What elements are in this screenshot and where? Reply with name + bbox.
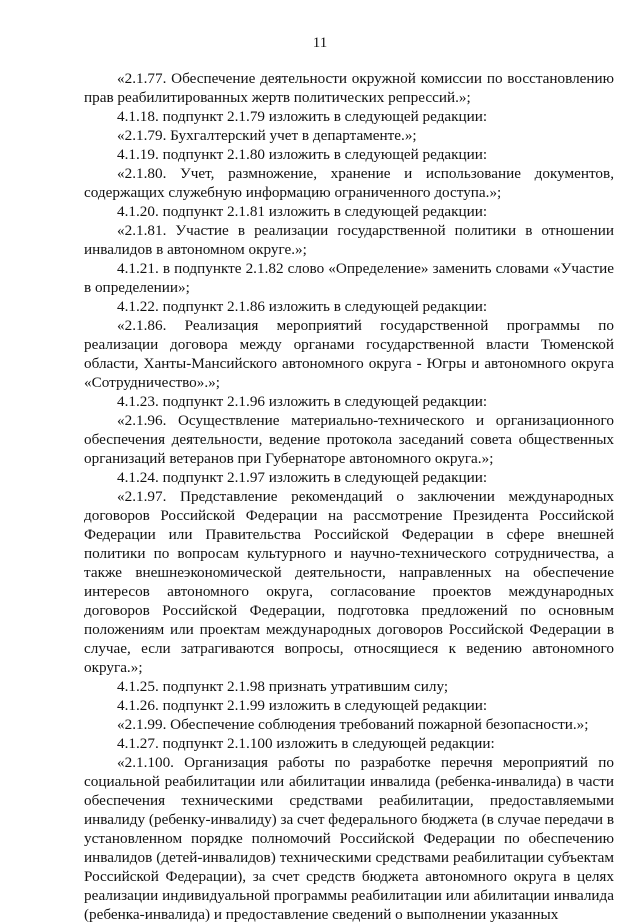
- paragraph-4-1-19: 4.1.19. подпункт 2.1.80 изложить в следующей редакции:: [117, 146, 488, 163]
- paragraph-4-1-21: 4.1.21. в подпункте 2.1.82 слово «Определение» заменить словами «Участие в определении»;: [84, 260, 614, 296]
- paragraph-2-1-80: «2.1.80. Учет, размножение, хранение и использование документов, содержащих служебную информацию ограниченного доступа.»;: [84, 165, 614, 201]
- paragraph-4-1-27: 4.1.27. подпункт 2.1.100 изложить в следующей редакции:: [117, 735, 495, 752]
- document-body: [84, 69, 614, 924]
- paragraph-4-1-20: 4.1.20. подпункт 2.1.81 изложить в следующей редакции:: [117, 203, 488, 220]
- paragraph-2-1-97: «2.1.97. Представление рекомендаций о заключении международных договоров Российской Федерации на рассмотрение Президента Российской Федерации или Правительства Российской Федерации в сфере внешней политики по вопросам культурного и научно-технического сотрудничества, а также внешнеэкономической деятельности, направленных на обеспечение интересов автономного округа, согласование проектов международных договоров Российской Федерации, подготовка предложений по основным положениям или проектам международных договоров Российской Федерации в случае, если затрагиваются вопросы, относящиеся к ведению автономного округа.»;: [84, 488, 614, 676]
- paragraph-4-1-25: 4.1.25. подпункт 2.1.98 признать утратившим силу;: [117, 678, 449, 695]
- paragraph-2-1-99: «2.1.99. Обеспечение соблюдения требований пожарной безопасности.»;: [117, 716, 589, 733]
- paragraph-2-1-81: «2.1.81. Участие в реализации государственной политики в отношении инвалидов в автономном округе.»;: [84, 222, 614, 258]
- paragraph-4-1-26: 4.1.26. подпункт 2.1.99 изложить в следующей редакции:: [117, 697, 488, 714]
- paragraph-4-1-24: 4.1.24. подпункт 2.1.97 изложить в следующей редакции:: [117, 469, 488, 486]
- paragraph-2-1-77: «2.1.77. Обеспечение деятельности окружной комиссии по восстановлению прав реабилитированных жертв политических репрессий.»;: [84, 70, 614, 106]
- paragraph-4-1-22: 4.1.22. подпункт 2.1.86 изложить в следующей редакции:: [117, 298, 488, 315]
- paragraph-2-1-86: «2.1.86. Реализация мероприятий государственной программы по реализации договора между органами государственной власти Тюменской области, Ханты-Мансийского автономного округа - Югры и автономного округа «Сотрудничество».»;: [84, 317, 614, 391]
- paragraph-4-1-23: 4.1.23. подпункт 2.1.96 изложить в следующей редакции:: [117, 393, 488, 410]
- paragraph-2-1-79: «2.1.79. Бухгалтерский учет в департаменте.»;: [117, 127, 417, 144]
- paragraph-2-1-96: «2.1.96. Осуществление материально-технического и организационного обеспечения деятельности, ведение протокола заседаний совета общественных организаций ветеранов при Губернаторе автономного округа.»;: [84, 412, 614, 467]
- paragraph-4-1-18: 4.1.18. подпункт 2.1.79 изложить в следующей редакции:: [117, 108, 488, 125]
- page-number: 11: [312, 35, 328, 51]
- paragraph-2-1-100: «2.1.100. Организация работы по разработке перечня мероприятий по социальной реабилитации или абилитации инвалида (ребенка-инвалида) в части обеспечения техническими средствами реабилитации, предоставляемыми инвалиду (ребенку-инвалиду) за счет федерального бюджета (в случае передачи в установленном порядке полномочий Российской Федерации по обеспечению инвалидов (детей-инвалидов) техническими средствами реабилитации субъектам Российской Федерации), за счет средств бюджета автономного округа в целях реализации индивидуальной программы реабилитации или абилитации инвалида (ребенка-инвалида) и предоставление сведений о выполнении указанных: [84, 754, 614, 923]
